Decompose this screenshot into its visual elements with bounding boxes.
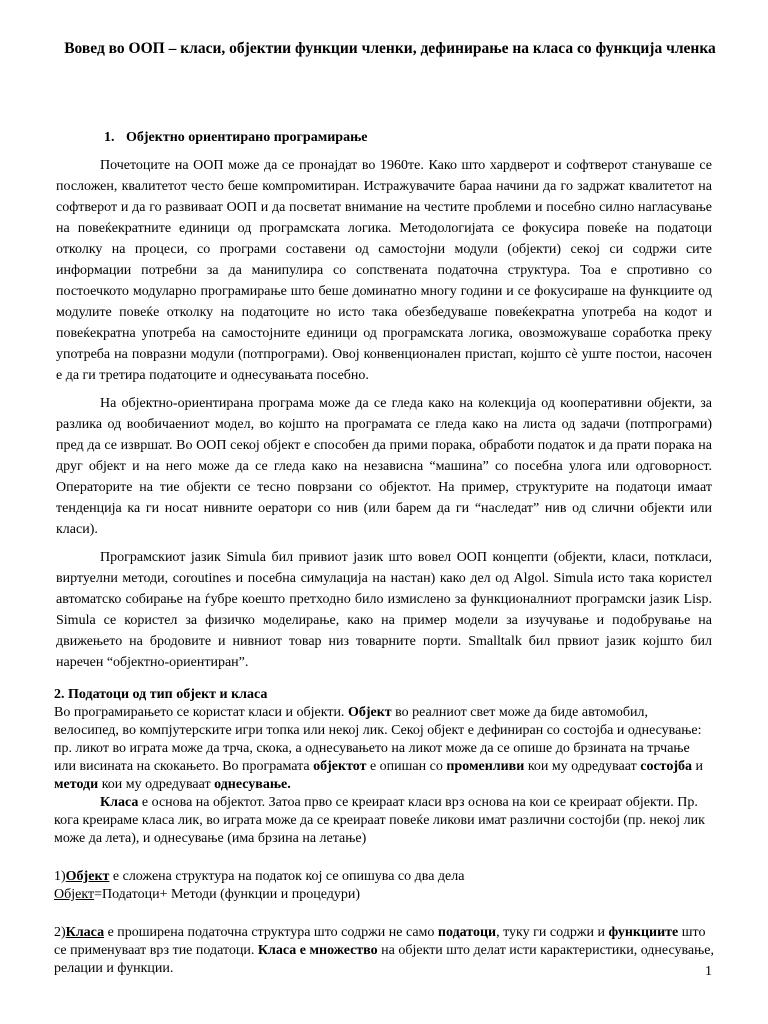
term-object: Објект — [54, 887, 95, 902]
formula-object — [54, 886, 714, 904]
text-run: , туку ги содржи и — [496, 925, 609, 940]
text-run: е опишан со — [366, 759, 447, 774]
text-run: на објекти што делат исти карактеристики, однесување, релации и функции. — [54, 943, 714, 976]
definition-class — [54, 924, 714, 978]
text-run: што се применуваат врз тие податоци. — [54, 925, 706, 958]
term-behaviour: однесување. — [214, 777, 291, 792]
text-run: и — [692, 759, 704, 774]
term-functions: функциите — [608, 925, 679, 940]
term-class: Класа — [100, 795, 139, 810]
term-class-set: Класа е множество — [257, 943, 378, 958]
term-data: податоци — [437, 925, 497, 940]
section-1-number: 1. — [104, 130, 115, 145]
text-run: =Податоци+ Методи (функции и процедури) — [94, 887, 361, 902]
text-run: кои му одредуваат — [524, 759, 641, 774]
list-marker: 1) — [54, 869, 66, 884]
text-run: е сложена структура на податок кој се опишува со два дела — [109, 869, 465, 884]
text-run: е проширена податочна структура што содржи не само — [104, 925, 438, 940]
text-run: во реалниот свет може да биде автомобил, велосипед, во компјутерските игри топка или некој лик. Секој објект е дефиниран со состојба и однесување: пр. ликот во играта може да трча, скока, а однесувањето на ликот може да се опише до брзината на трчање или висината на скокањето. Во програмата — [54, 705, 702, 774]
document-title: Вовед во ООП – класи, објектии функции членки, дефинирање на класа со функција членка — [64, 40, 716, 57]
spacer — [54, 904, 714, 924]
section-2-heading: 2. Податоци од тип објект и класа — [54, 687, 268, 702]
term-object: објектот — [313, 759, 367, 774]
spacer — [54, 848, 714, 868]
text-run: Во програмирањето се користат класи и објекти. — [54, 705, 348, 720]
section-1-title: Објектно ориентирано програмирање — [126, 130, 368, 145]
term-methods: методи — [54, 777, 99, 792]
text-run: кои му одредуваат — [98, 777, 215, 792]
section-1-paragraph: Почетоците на ООП може да се пронајдат во 1960те. Како што хардверот и софтверот стануваше се посложен, квалитетот често беше компромитиран. Истражувачите бараа начини да го задржат квалитетот на софтверот и да го развиваат ООП и да посветат внимание на честите проблеми и посебно силно нагласување на повеќекратните единици од програмската логика. Методологијата се фокусира повеќе на податоци отколку на процеси, со програми составени од самостојни модули (објекти) секој си содржи сите информации потребни за да манипулира со сопствената податочна структура. Тоа е спротивно со постоечкото модуларно програмирање што беше доминатно многу години и се фокусираше на функциите од модулите повеќе отколку на податоците но исто така обезбедуваше повеќекратна употреба на кодот и повеќекратна употреба на самостојните единици од програмската логика, овозможуваше соработка преку употреба на повразни модули (потпрограми). Овој конвенционален пристап, којшто сè уште постои, насочен е да ги третира податоците и однесувањата посебно. — [56, 158, 712, 383]
section-1-body — [56, 155, 712, 680]
term-variables: променливи — [446, 759, 525, 774]
section-1-paragraph: На објектно-ориентирана програма може да се гледа како на колекција од кооперативни објекти, за разлика од вообичаениот модел, во којшто на програмата се гледа како на листа од задачи (потпрограми) пред да се извршат. Во ООП секој објект е способен да прими порака, обработи податок и да прати порака на друг објект и на него може да се гледа како на независна “машина” со посебна улога или одговорност. Операторите на тие објекти се тесно поврзани со објектот. На пример, структурите на податоци имаат тенденција ка ги носат нивните оератори со нив (или барем да ги “наследат” нив од слични објекти или класи). — [56, 396, 712, 537]
text-run: е основа на објектот. Затоа прво се креираат класи врз основа на кои се креираат објекти. Пр. кога креираме класа лик, во играта може да се креираат повеќе ликови имат различни состојби (пр. некој лик може да лета), и однесување (има брзина на летање) — [54, 795, 705, 846]
definition-object — [54, 868, 714, 886]
section-2-paragraph-class — [54, 794, 714, 848]
page-number: 1 — [705, 964, 712, 979]
term-object: Објект — [65, 869, 110, 884]
section-1-heading — [104, 128, 367, 148]
term-class: Класа — [65, 925, 105, 940]
term-object: Објект — [347, 705, 392, 720]
list-marker: 2) — [54, 925, 66, 940]
section-2 — [54, 686, 714, 978]
section-2-paragraph-objects — [54, 704, 714, 794]
term-state: состојба — [640, 759, 693, 774]
section-1-paragraph: Програмскиот јазик Simula бил привиот јазик што вовел ООП концепти (објекти, класи, поткласи, виртуелни методи, coroutines и посебна симулација на настан) како дел од Algol. Simula исто така користел автоматско собирање на ѓубре коешто претходно било измислено за функционалниот програмски јазик Lisp. Simula се користел за физичко моделирање, како на пример модели за изучување и подобрување на движењето на бродовите и нивниот товар низ товарните порти. Smalltalk бил првиот јазик којшто бил наречен “објектно-ориентиран”. — [56, 550, 712, 670]
